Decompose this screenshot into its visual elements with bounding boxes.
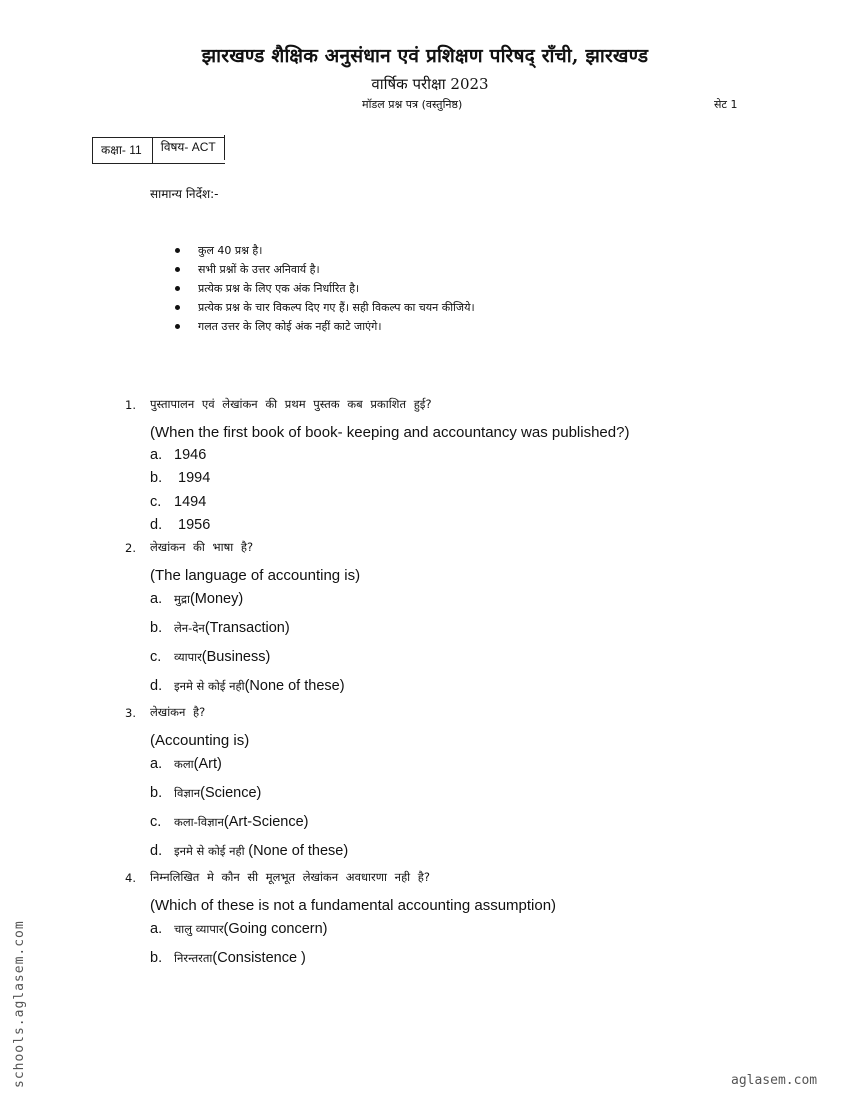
document-title: झारखण्ड शैक्षिक अनुसंधान एवं प्रशिक्षण परिषद् राँची, झारखण्ड — [201, 45, 649, 67]
question-3-option-d: d. इनमे से कोई नही (None of these) — [150, 843, 349, 859]
question-3-option-c: c. कला-विज्ञान(Art-Science) — [150, 814, 309, 830]
question-2-option-b: b. लेन-देन(Transaction) — [150, 620, 290, 636]
set-number: सेट 1 — [714, 98, 738, 111]
instruction-item: गलत उत्तर के लिए कोई अंक नहीं काटे जाएंगे। — [172, 318, 475, 337]
question-2-english: (The language of accounting is) — [150, 567, 361, 584]
side-watermark: schools.aglasem.com — [12, 920, 27, 1088]
bullet-icon — [175, 305, 180, 310]
instruction-item: कुल 40 प्रश्न है। — [172, 242, 475, 261]
question-4-option-b: b. निरन्तरता(Consistence ) — [150, 950, 306, 966]
question-3-option-b: b. विज्ञान(Science) — [150, 785, 262, 801]
question-3-english: (Accounting is) — [150, 732, 250, 749]
exam-name: वार्षिक परीक्षा 2023 — [371, 75, 489, 93]
subject-label: विषय- ACT — [153, 135, 225, 160]
question-1-hindi: पुस्तापालन एवं लेखांकन की प्रथम पुस्तक कब प्रकाशित हुई? — [150, 397, 432, 411]
question-2-option-d: d. इनमे से कोई नही(None of these) — [150, 678, 345, 694]
question-1-english: (When the first book of book- keeping and accountancy was published?) — [150, 424, 630, 441]
question-1-number: 1. — [125, 398, 136, 412]
instruction-item: प्रत्येक प्रश्न के लिए एक अंक निर्धारित है। — [172, 280, 475, 299]
paper-type: मॉडल प्रश्न पत्र (वस्तुनिष्ठ) — [362, 98, 463, 111]
question-3-number: 3. — [125, 706, 136, 720]
question-4-hindi: निम्नलिखित मे कौन सी मूलभूत लेखांकन अवधारणा नही है? — [150, 870, 431, 884]
question-1-option-a: a. 1946 — [150, 447, 207, 463]
question-2-hindi: लेखांकन की भाषा है? — [150, 540, 254, 554]
class-subject-box — [92, 137, 225, 164]
class-label: कक्षा- 11 — [93, 138, 153, 163]
question-4-number: 4. — [125, 871, 136, 885]
question-1-option-c: c. 1494 — [150, 494, 207, 510]
instruction-item: सभी प्रश्नों के उत्तर अनिवार्य है। — [172, 261, 475, 280]
bullet-icon — [175, 286, 180, 291]
bullet-icon — [175, 267, 180, 272]
question-3-option-a: a. कला(Art) — [150, 756, 222, 772]
question-1-option-d: d. 1956 — [150, 517, 211, 533]
question-1-option-b: b. 1994 — [150, 470, 211, 486]
question-2-option-c: c. व्यापार(Business) — [150, 649, 271, 665]
question-4-option-a: a. चालु व्यापार(Going concern) — [150, 921, 328, 937]
bullet-icon — [175, 324, 180, 329]
instructions-heading: सामान्य निर्देश:- — [150, 187, 219, 201]
question-2-number: 2. — [125, 541, 136, 555]
bullet-icon — [175, 248, 180, 253]
bottom-watermark: aglasem.com — [731, 1073, 818, 1088]
instructions-list — [172, 242, 475, 337]
question-3-hindi: लेखांकन है? — [150, 705, 206, 719]
question-4-english: (Which of these is not a fundamental accounting assumption) — [150, 897, 557, 914]
question-2-option-a: a. मुद्रा(Money) — [150, 591, 244, 607]
instruction-item: प्रत्येक प्रश्न के चार विकल्प दिए गए हैं। सही विकल्प का चयन कीजिये। — [172, 299, 475, 318]
